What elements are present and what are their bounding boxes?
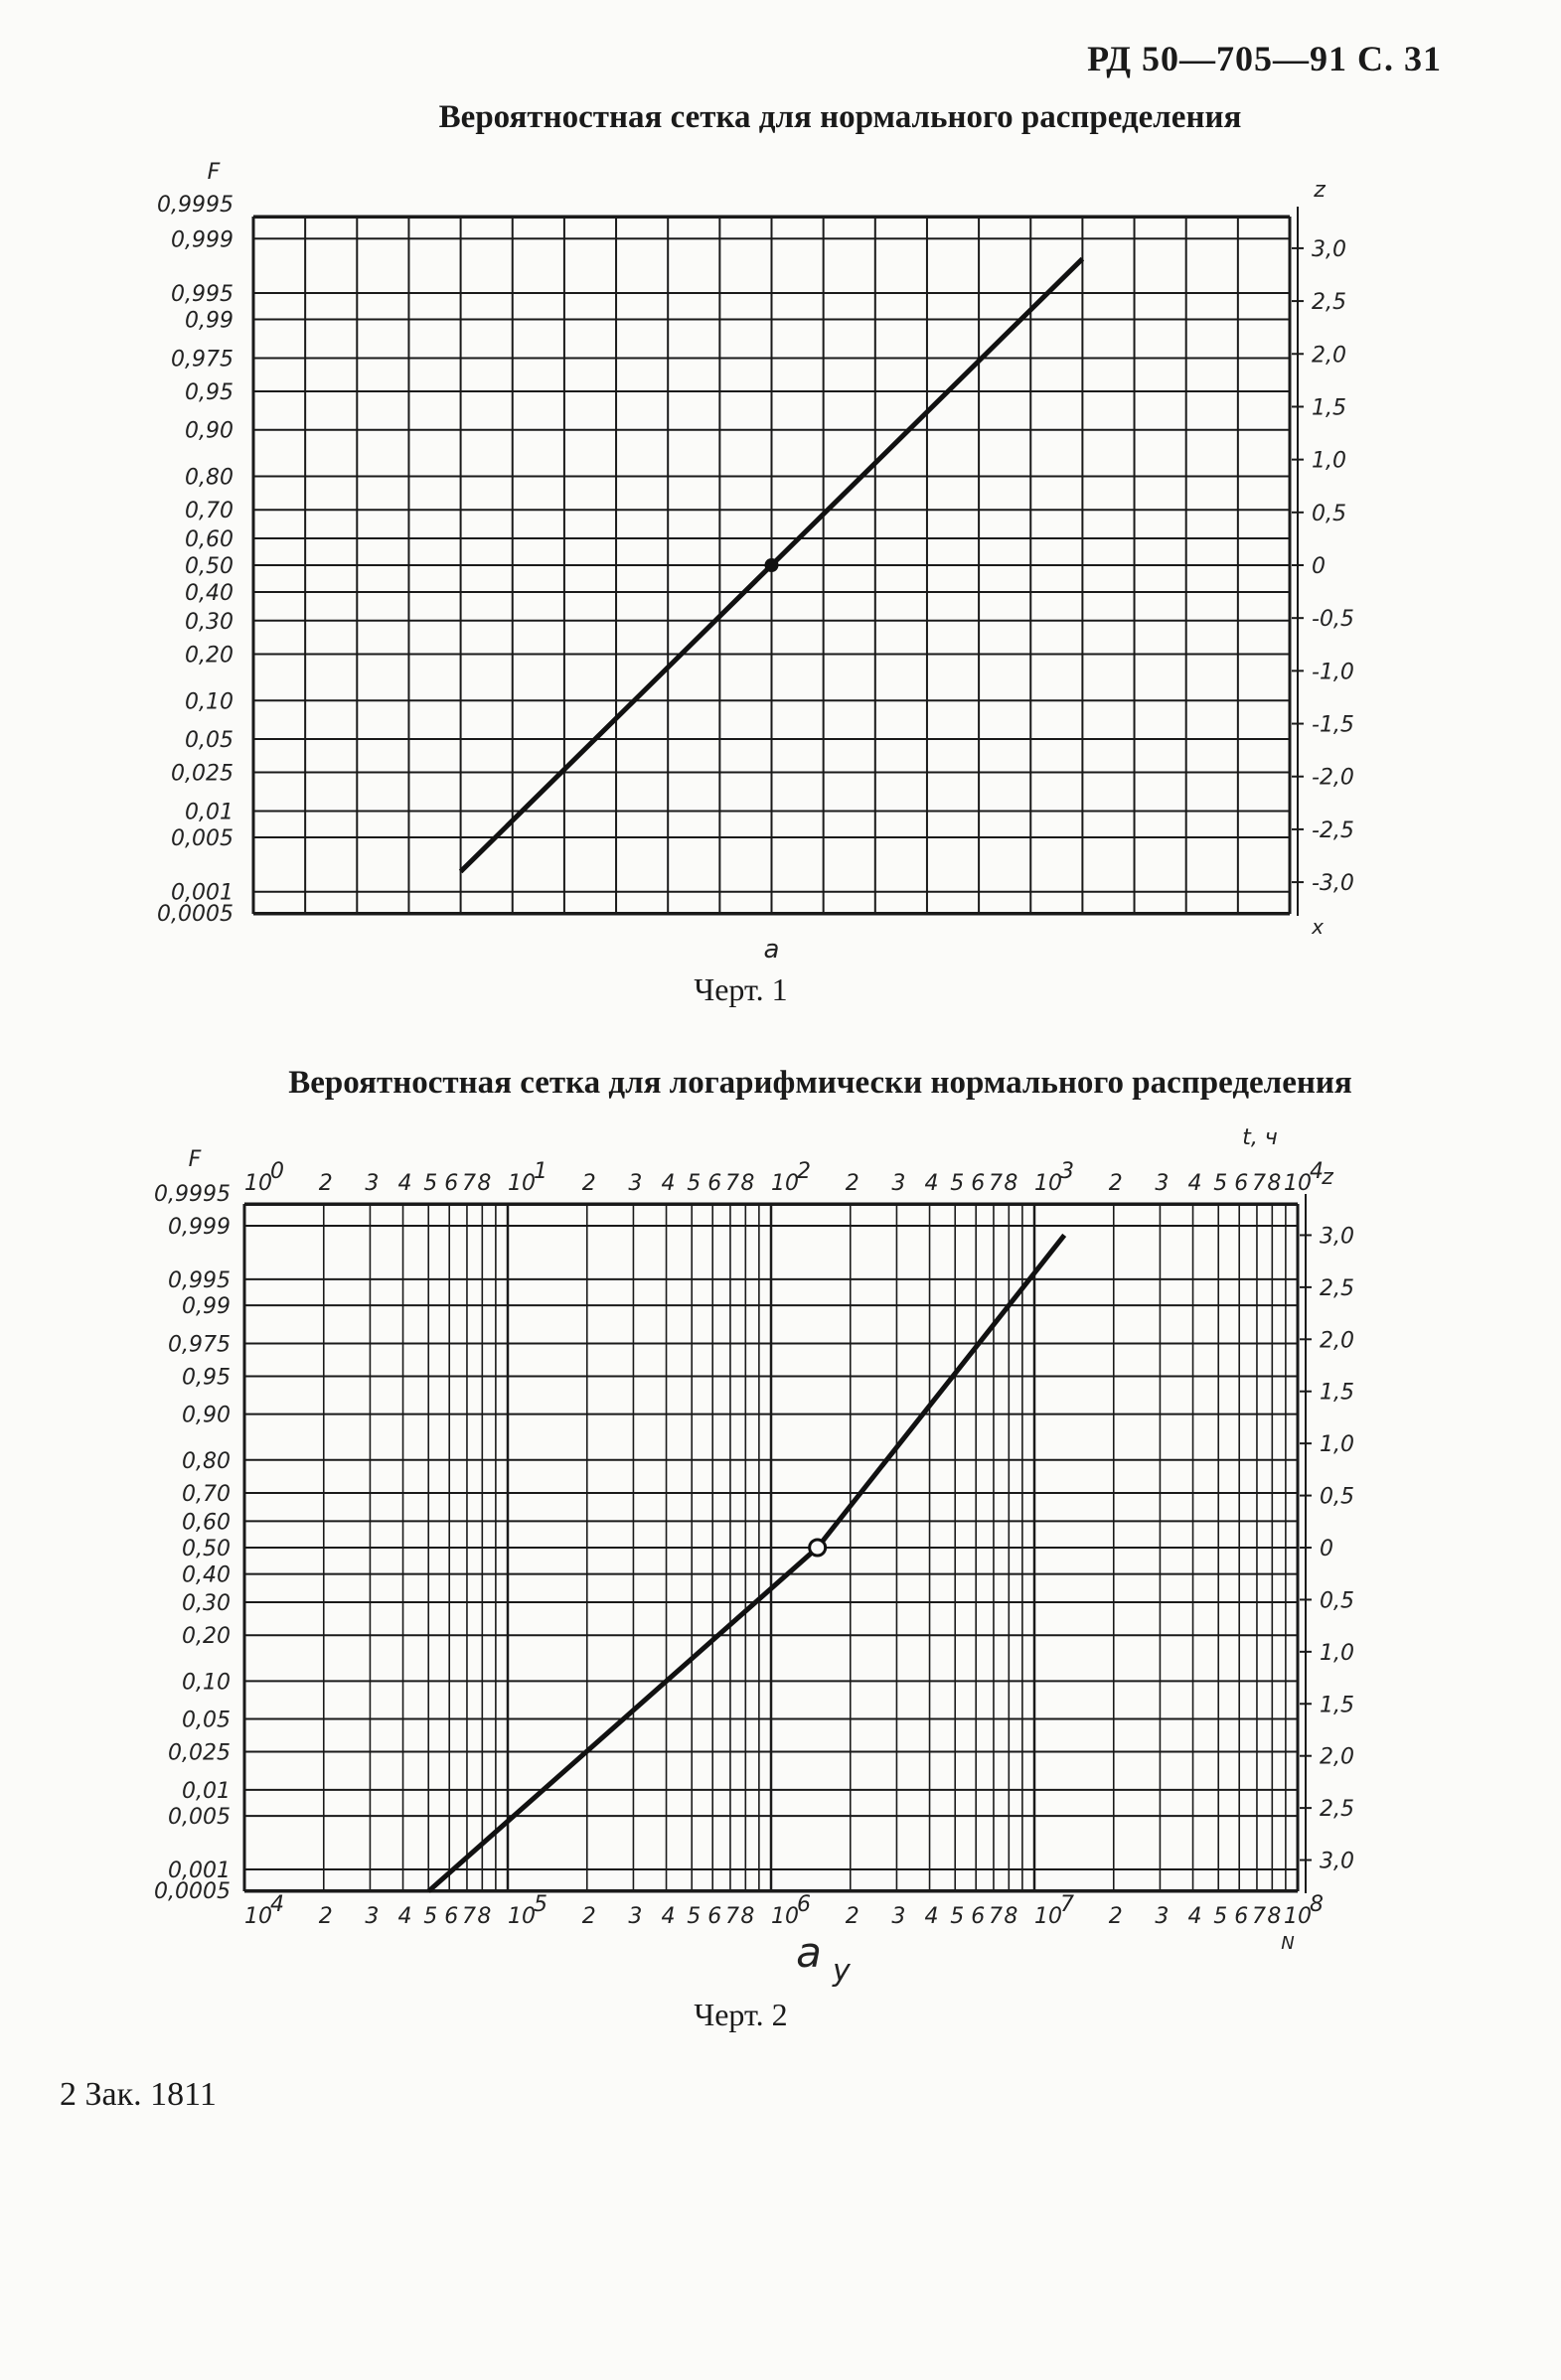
z-tick-label: 0,5 — [1312, 501, 1346, 526]
bottom-minor-label: 3 — [1155, 1904, 1170, 1929]
z-tick-label: -0,5 — [1312, 607, 1354, 633]
top-decade-exponent: 0 — [270, 1159, 284, 1184]
chart2-caption: Черт. 2 — [694, 1997, 788, 2032]
bottom-minor-label: 8 — [1004, 1904, 1018, 1929]
z-axis-label: z — [1322, 1165, 1333, 1190]
page-header: РД 50—705—91 С. 31 — [1087, 39, 1442, 78]
f-tick-label: 0,025 — [168, 1740, 231, 1766]
bottom-minor-label: 5 — [1213, 1904, 1228, 1929]
center-marker — [810, 1540, 826, 1556]
f-tick-label: 0,9995 — [157, 193, 234, 219]
top-minor-label: 3 — [891, 1171, 906, 1196]
top-minor-label: 6 — [444, 1171, 459, 1196]
top-minor-label: 5 — [423, 1171, 438, 1196]
f-tick-label: 0,025 — [171, 761, 234, 787]
top-decade-exponent: 2 — [797, 1159, 811, 1184]
z-tick-label: 3,0 — [1312, 236, 1346, 262]
top-decade-exponent: 4 — [1310, 1159, 1324, 1184]
bottom-minor-label: 3 — [891, 1904, 906, 1929]
top-decade-label: 10 — [244, 1171, 272, 1196]
top-decade-exponent: 3 — [1060, 1159, 1074, 1184]
z-tick-label: 1,5 — [1320, 1380, 1354, 1406]
f-tick-label: 0,70 — [182, 1482, 231, 1508]
f-tick-label: 0,001 — [171, 880, 234, 906]
top-minor-label: 8 — [740, 1171, 755, 1196]
f-tick-label: 0,60 — [185, 527, 234, 553]
f-tick-label: 0,90 — [185, 418, 234, 444]
z-tick-label: 3,0 — [1320, 1849, 1354, 1874]
series-line — [428, 1235, 1064, 1891]
bottom-minor-label: 7 — [988, 1904, 1003, 1929]
z-tick-label: -2,0 — [1312, 765, 1354, 791]
f-tick-label: 0,01 — [185, 800, 234, 825]
top-axis-unit: t, ч — [1242, 1125, 1278, 1150]
top-minor-label: 6 — [1234, 1171, 1249, 1196]
z-tick-label: 0 — [1320, 1537, 1333, 1562]
top-minor-label: 4 — [1187, 1171, 1202, 1196]
f-tick-label: 0,20 — [185, 643, 234, 669]
f-tick-label: 0,975 — [168, 1332, 231, 1358]
top-decade-label: 10 — [1284, 1171, 1312, 1196]
top-minor-label: 5 — [950, 1171, 965, 1196]
bottom-decade-exponent: 5 — [534, 1892, 547, 1917]
bottom-minor-label: 4 — [661, 1904, 676, 1929]
z-tick-label: -2,5 — [1312, 818, 1354, 843]
bottom-minor-label: 8 — [1267, 1904, 1282, 1929]
f-tick-label: 0,80 — [185, 465, 234, 491]
center-marker — [765, 558, 779, 572]
f-axis-label: F — [207, 160, 221, 185]
top-decade-label: 10 — [1034, 1171, 1062, 1196]
top-minor-label: 7 — [724, 1171, 739, 1196]
z-tick-label: 2,0 — [1312, 343, 1346, 369]
bottom-minor-label: 4 — [924, 1904, 939, 1929]
z-tick-label: -1,5 — [1312, 712, 1354, 738]
f-tick-label: 0,20 — [182, 1624, 231, 1650]
top-minor-label: 2 — [318, 1171, 333, 1196]
z-tick-label: 0 — [1312, 554, 1326, 579]
top-minor-label: 8 — [477, 1171, 492, 1196]
z-tick-label: -1,0 — [1312, 660, 1354, 685]
f-tick-label: 0,001 — [168, 1859, 231, 1884]
bottom-decade-exponent: 6 — [797, 1892, 811, 1917]
center-label: a — [763, 935, 780, 965]
bottom-minor-label: 3 — [628, 1904, 643, 1929]
z-tick-label: 2,5 — [1320, 1797, 1354, 1823]
z-tick-label: 1,0 — [1320, 1640, 1354, 1666]
f-axis-label: F — [188, 1147, 202, 1172]
top-minor-label: 2 — [845, 1171, 859, 1196]
chart1-title: Вероятностная сетка для нормального распределения — [438, 99, 1242, 135]
z-tick-label: 0,5 — [1320, 1588, 1354, 1614]
f-tick-label: 0,10 — [185, 689, 234, 715]
bottom-minor-label: 5 — [950, 1904, 965, 1929]
bottom-minor-label: 8 — [740, 1904, 755, 1929]
f-tick-label: 0,40 — [182, 1562, 231, 1588]
z-tick-label: 2,0 — [1320, 1328, 1354, 1354]
top-minor-label: 5 — [687, 1171, 702, 1196]
z-tick-label: 0,5 — [1320, 1484, 1354, 1510]
bottom-minor-label: 8 — [477, 1904, 492, 1929]
f-tick-label: 0,995 — [171, 282, 234, 308]
z-tick-label: 1,0 — [1312, 448, 1346, 474]
z-tick-label: 1,0 — [1320, 1432, 1354, 1458]
f-tick-label: 0,80 — [182, 1448, 231, 1474]
bottom-minor-label: 4 — [397, 1904, 412, 1929]
bottom-minor-label: 5 — [687, 1904, 702, 1929]
f-tick-label: 0,70 — [185, 499, 234, 524]
top-decade-label: 10 — [771, 1171, 799, 1196]
f-tick-label: 0,30 — [185, 609, 234, 635]
top-decade-exponent: 1 — [534, 1159, 547, 1184]
f-tick-label: 0,05 — [185, 727, 234, 753]
x-axis-end-label: x — [1312, 915, 1324, 939]
z-axis-label: z — [1314, 178, 1326, 203]
bottom-decade-label: 10 — [1034, 1904, 1062, 1929]
f-tick-label: 0,975 — [171, 347, 234, 372]
bottom-minor-label: 6 — [1234, 1904, 1249, 1929]
x-symbol: a — [796, 1928, 822, 1977]
chart2-title: Вероятностная сетка для логарифмически нормального распределения — [288, 1065, 1352, 1101]
z-tick-label: 3,0 — [1320, 1224, 1354, 1250]
z-tick-label: 2,0 — [1320, 1744, 1354, 1770]
footer-note: 2 Зак. 1811 — [60, 2076, 217, 2113]
bottom-minor-label: 2 — [318, 1904, 333, 1929]
f-tick-label: 0,995 — [168, 1267, 231, 1293]
top-minor-label: 6 — [707, 1171, 722, 1196]
top-minor-label: 7 — [461, 1171, 476, 1196]
bottom-minor-label: 7 — [461, 1904, 476, 1929]
z-tick-label: 2,5 — [1320, 1275, 1354, 1301]
f-tick-label: 0,0005 — [154, 1879, 231, 1905]
bottom-decade-label: 10 — [508, 1904, 536, 1929]
top-minor-label: 4 — [397, 1171, 412, 1196]
f-tick-label: 0,90 — [182, 1403, 231, 1428]
z-tick-label: 1,5 — [1312, 395, 1346, 421]
f-tick-label: 0,05 — [182, 1708, 231, 1733]
bottom-decade-exponent: 8 — [1310, 1892, 1324, 1917]
bottom-minor-label: 6 — [444, 1904, 459, 1929]
top-minor-label: 7 — [988, 1171, 1003, 1196]
top-minor-label: 4 — [661, 1171, 676, 1196]
top-minor-label: 5 — [1213, 1171, 1228, 1196]
chart1-caption: Черт. 1 — [694, 971, 788, 1007]
z-tick-label: 1,5 — [1320, 1693, 1354, 1718]
top-minor-label: 3 — [365, 1171, 380, 1196]
top-minor-label: 3 — [1155, 1171, 1170, 1196]
bottom-decade-exponent: 4 — [270, 1892, 284, 1917]
bottom-minor-label: 6 — [971, 1904, 986, 1929]
f-tick-label: 0,50 — [182, 1537, 231, 1562]
bottom-decade-label: 10 — [771, 1904, 799, 1929]
top-minor-label: 4 — [924, 1171, 939, 1196]
f-tick-label: 0,999 — [171, 227, 234, 253]
bottom-minor-label: 6 — [707, 1904, 722, 1929]
bottom-minor-label: 2 — [581, 1904, 596, 1929]
bottom-minor-label: 2 — [1108, 1904, 1123, 1929]
bottom-decade-label: 10 — [1284, 1904, 1312, 1929]
bottom-axis-unit: N — [1281, 1933, 1295, 1954]
f-tick-label: 0,99 — [185, 308, 234, 334]
bottom-minor-label: 4 — [1187, 1904, 1202, 1929]
bottom-minor-label: 7 — [724, 1904, 739, 1929]
f-tick-label: 0,95 — [185, 380, 234, 406]
bottom-minor-label: 5 — [423, 1904, 438, 1929]
top-minor-label: 8 — [1267, 1171, 1282, 1196]
z-tick-label: 2,5 — [1312, 290, 1346, 316]
f-tick-label: 0,40 — [185, 580, 234, 606]
top-minor-label: 2 — [1108, 1171, 1123, 1196]
f-tick-label: 0,005 — [171, 825, 234, 851]
f-tick-label: 0,60 — [182, 1510, 231, 1536]
f-tick-label: 0,95 — [182, 1365, 231, 1391]
f-tick-label: 0,99 — [182, 1294, 231, 1320]
top-minor-label: 6 — [971, 1171, 986, 1196]
f-tick-label: 0,01 — [182, 1778, 231, 1804]
x-symbol-sub: y — [833, 1954, 851, 1989]
f-tick-label: 0,999 — [168, 1214, 231, 1240]
bottom-minor-label: 2 — [845, 1904, 859, 1929]
bottom-minor-label: 7 — [1251, 1904, 1266, 1929]
f-tick-label: 0,30 — [182, 1590, 231, 1616]
f-tick-label: 0,0005 — [157, 901, 234, 927]
f-tick-label: 0,50 — [185, 554, 234, 579]
top-minor-label: 8 — [1004, 1171, 1018, 1196]
z-tick-label: -3,0 — [1312, 871, 1354, 897]
bottom-minor-label: 3 — [365, 1904, 380, 1929]
top-decade-label: 10 — [508, 1171, 536, 1196]
f-tick-label: 0,005 — [168, 1805, 231, 1831]
f-tick-label: 0,9995 — [154, 1181, 231, 1207]
bottom-decade-exponent: 7 — [1060, 1892, 1074, 1917]
f-tick-label: 0,10 — [182, 1670, 231, 1696]
top-minor-label: 2 — [581, 1171, 596, 1196]
top-minor-label: 7 — [1251, 1171, 1266, 1196]
bottom-decade-label: 10 — [244, 1904, 272, 1929]
top-minor-label: 3 — [628, 1171, 643, 1196]
